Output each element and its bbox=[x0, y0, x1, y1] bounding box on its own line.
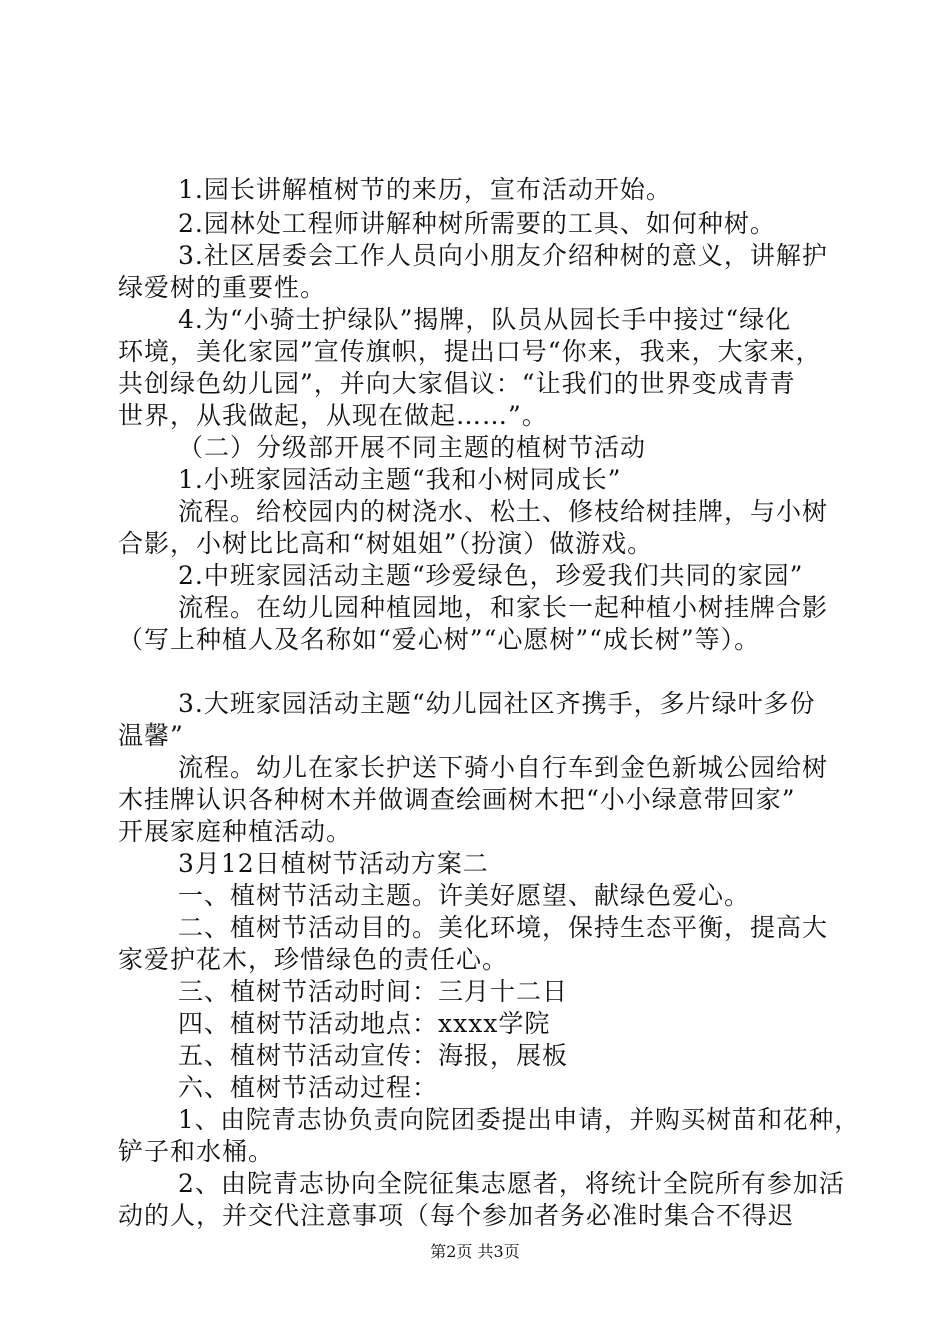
text-line: 动的人，并交代注意事项（每个参加者务必准时集合不得迟 bbox=[118, 1201, 795, 1230]
text-line: 1、由院青志协负责向院团委提出申请，并购买树苗和花种， bbox=[178, 1105, 860, 1134]
text-line: 2、由院青志协向全院征集志愿者，将统计全院所有参加活 bbox=[178, 1169, 845, 1198]
text-line: 四、植树节活动地点：xxxx学院 bbox=[178, 1009, 551, 1038]
text-line: 二、植树节活动目的。美化环境，保持生态平衡，提高大 bbox=[178, 913, 829, 942]
text-line: 铲子和水桶。 bbox=[118, 1137, 275, 1166]
text-line: 4.为“小骑士护绿队”揭牌，队员从园长手中接过“绿化 bbox=[178, 305, 792, 334]
text-line: 环境，美化家园”宣传旗帜，提出口号“你来，我来，大家来， bbox=[118, 337, 822, 366]
text-line: 2.园林处工程师讲解种树所需要的工具、如何种树。 bbox=[178, 209, 776, 238]
text-line: （写上种植人及名称如“爱心树”“心愿树”“成长树”等）。 bbox=[118, 625, 761, 654]
text-line: 开展家庭种植活动。 bbox=[118, 817, 353, 846]
text-line: 合影，小树比比高和“树姐姐”（扮演）做游戏。 bbox=[118, 529, 654, 558]
text-line: 世界，从我做起，从现在做起……”。 bbox=[118, 401, 548, 430]
text-line: 3.社区居委会工作人员向小朋友介绍种树的意义，讲解护 bbox=[178, 241, 828, 270]
section-heading: （二）分级部开展不同主题的植树节活动 bbox=[178, 433, 647, 462]
text-line: 1.园长讲解植树节的来历，宣布活动开始。 bbox=[178, 175, 672, 204]
text-line: 一、植树节活动主题。许美好愿望、献绿色爱心。 bbox=[178, 881, 751, 910]
text-line: 流程。在幼儿园种植园地，和家长一起种植小树挂牌合影 bbox=[178, 593, 829, 622]
text-line: 2.中班家园活动主题“珍爱绿色，珍爱我们共同的家园” bbox=[178, 561, 804, 590]
section-heading: 3月12日植树节活动方案二 bbox=[178, 849, 489, 878]
text-line: 六、植树节活动过程： bbox=[178, 1073, 439, 1102]
text-line: 1.小班家园活动主题“我和小树同成长” bbox=[178, 465, 622, 494]
text-line: 共创绿色幼儿园”，并向大家倡议：“让我们的世界变成青青 bbox=[118, 369, 796, 398]
page-number-footer: 第2页 共3页 bbox=[430, 1242, 520, 1261]
text-line: 五、植树节活动宣传：海报，展板 bbox=[178, 1041, 569, 1070]
text-line: 木挂牌认识各种树木并做调查绘画树木把“小小绿意带回家” bbox=[118, 785, 796, 814]
text-line: 绿爱树的重要性。 bbox=[118, 273, 327, 302]
text-line: 家爱护花木，珍惜绿色的责任心。 bbox=[118, 945, 509, 974]
text-line: 流程。给校园内的树浇水、松土、修枝给树挂牌，与小树 bbox=[178, 497, 829, 526]
text-line: 流程。幼儿在家长护送下骑小自行车到金色新城公园给树 bbox=[178, 753, 829, 782]
text-line: 三、植树节活动时间：三月十二日 bbox=[178, 977, 569, 1006]
text-line: 3.大班家园活动主题“幼儿园社区齐携手，多片绿叶多份 bbox=[178, 689, 816, 718]
text-line: 温馨” bbox=[118, 721, 184, 750]
